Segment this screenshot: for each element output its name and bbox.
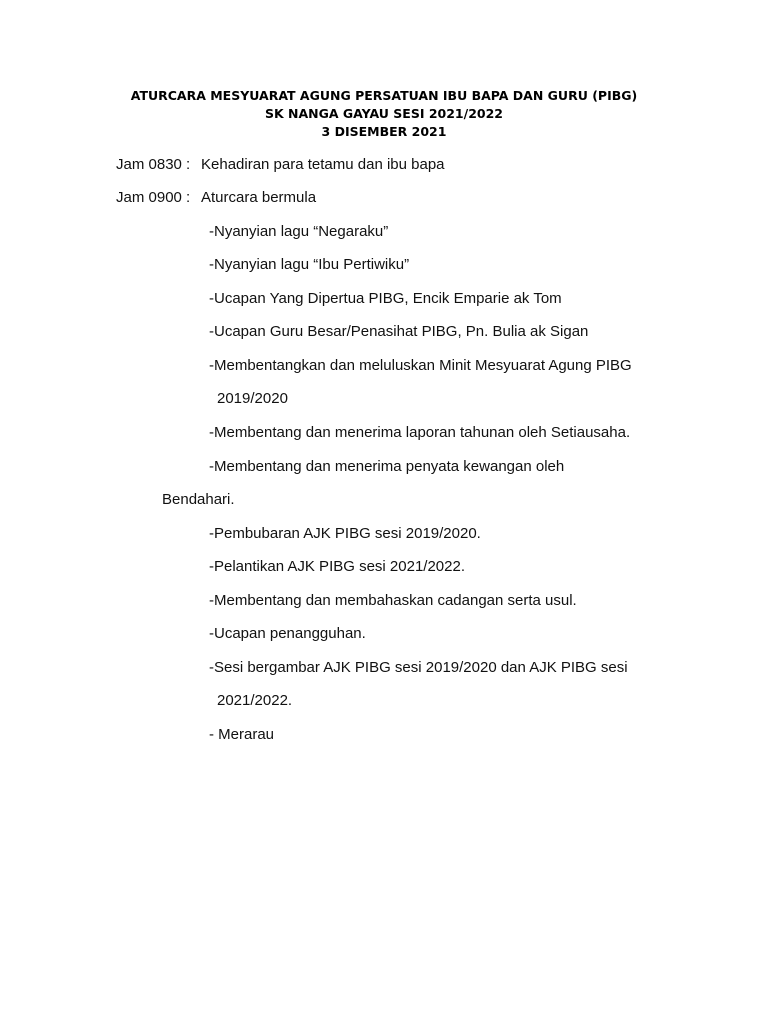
agenda-item-continuation: Bendahari. (162, 491, 235, 508)
schedule-time-0900: Jam 0900 : (116, 189, 191, 206)
agenda-item: -Ucapan Yang Dipertua PIBG, Encik Emparie ak Tom (209, 290, 562, 307)
schedule-text-0900: Aturcara bermula (201, 189, 317, 206)
agenda-item: -Nyanyian lagu “Ibu Pertiwiku” (209, 256, 410, 273)
document-date: 3 DISEMBER 2021 (321, 124, 447, 139)
agenda-item: -Pelantikan AJK PIBG sesi 2021/2022. (209, 558, 465, 575)
agenda-item: -Membentang dan membahaskan cadangan serta usul. (209, 592, 577, 609)
schedule-text-0830: Kehadiran para tetamu dan ibu bapa (201, 156, 445, 173)
agenda-item: -Ucapan Guru Besar/Penasihat PIBG, Pn. Bulia ak Sigan (209, 323, 589, 340)
agenda-item: -Membentang dan menerima laporan tahunan oleh Setiausaha. (209, 424, 631, 441)
agenda-item-continuation: 2021/2022. (217, 692, 293, 709)
agenda-item: -Membentangkan dan meluluskan Minit Mesyuarat Agung PIBG (209, 357, 632, 374)
agenda-item-continuation: 2019/2020 (217, 390, 288, 407)
agenda-item: - Merarau (209, 726, 275, 743)
document-title-line-2: SK NANGA GAYAU SESI 2021/2022 (264, 106, 503, 121)
agenda-item: -Pembubaran AJK PIBG sesi 2019/2020. (209, 525, 481, 542)
agenda-item: -Sesi bergambar AJK PIBG sesi 2019/2020 dan AJK PIBG sesi (209, 659, 628, 676)
agenda-item: -Ucapan penangguhan. (209, 625, 366, 642)
schedule-time-0830: Jam 0830 : (116, 156, 191, 173)
agenda-item: -Nyanyian lagu “Negaraku” (209, 223, 389, 240)
document-title-line-1: ATURCARA MESYUARAT AGUNG PERSATUAN IBU BAPA DAN GURU (PIBG) (130, 88, 638, 103)
agenda-item: -Membentang dan menerima penyata kewangan oleh (209, 458, 565, 475)
